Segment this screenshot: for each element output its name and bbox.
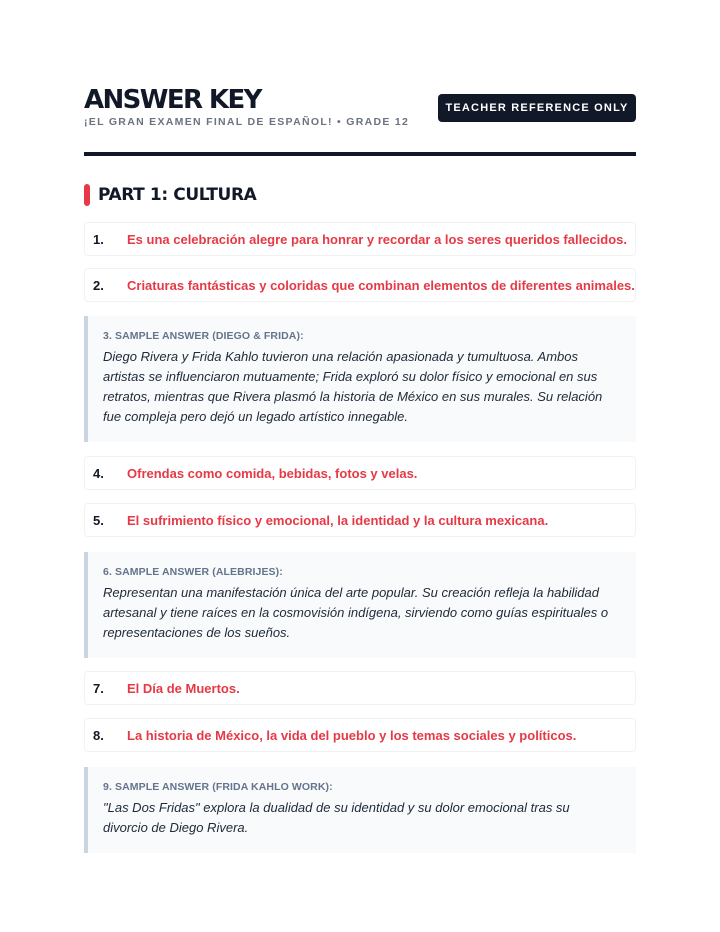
answer-text: Es una celebración alegre para honrar y recordar a los seres queridos fallecidos. bbox=[127, 231, 627, 247]
answer-number: 5. bbox=[93, 512, 104, 528]
answer-text: Ofrendas como comida, bebidas, fotos y velas. bbox=[127, 465, 418, 481]
page-title: ANSWER KEY bbox=[84, 85, 261, 115]
answer-number: 1. bbox=[93, 231, 104, 247]
header bbox=[84, 86, 636, 146]
header-divider bbox=[84, 152, 636, 156]
answer-2 bbox=[84, 268, 636, 302]
section-title: PART 1: CULTURA bbox=[98, 185, 257, 205]
sample-answer-text: Diego Rivera y Frida Kahlo tuvieron una relación apasionada y tumultuosa. Ambos artistas se influenciaron mutuamente; Frida exploró su dolor físico y emocional en sus retratos, mientras que Rivera plasmó la historia de México en sus murales. Su relación fue compleja pero dejó un legado artístico innegable. bbox=[103, 349, 603, 424]
sample-answer-label: 3. SAMPLE ANSWER (DIEGO & FRIDA): bbox=[103, 330, 304, 342]
sample-answer-9 bbox=[84, 767, 636, 853]
teacher-reference-badge: TEACHER REFERENCE ONLY bbox=[438, 94, 636, 122]
section-heading bbox=[84, 184, 256, 206]
answer-number: 2. bbox=[93, 277, 104, 293]
sample-answer-6 bbox=[84, 552, 636, 658]
answer-1 bbox=[84, 222, 636, 256]
answer-number: 7. bbox=[93, 680, 104, 696]
answer-number: 8. bbox=[93, 727, 104, 743]
sample-answer-label: 6. SAMPLE ANSWER (ALEBRIJES): bbox=[103, 566, 283, 578]
sample-answer-3 bbox=[84, 316, 636, 442]
answer-4 bbox=[84, 456, 636, 490]
sample-answer-label: 9. SAMPLE ANSWER (FRIDA KAHLO WORK): bbox=[103, 781, 333, 793]
answer-number: 4. bbox=[93, 465, 104, 481]
sample-answer-text: "Las Dos Fridas" explora la dualidad de su identidad y su dolor emocional tras su divorcio de Diego Rivera. bbox=[103, 800, 570, 835]
answer-7 bbox=[84, 671, 636, 705]
answer-5 bbox=[84, 503, 636, 537]
answer-text: El Día de Muertos. bbox=[127, 680, 240, 696]
answer-text: Criaturas fantásticas y coloridas que combinan elementos de diferentes animales. bbox=[127, 277, 635, 293]
answer-8 bbox=[84, 718, 636, 752]
answer-text: El sufrimiento físico y emocional, la identidad y la cultura mexicana. bbox=[127, 512, 549, 528]
sample-answer-text: Representan una manifestación única del arte popular. Su creación refleja la habilidad artesanal y tiene raíces en la cosmovisión indígena, sirviendo como guías espirituales o representaciones de los sueños. bbox=[103, 585, 609, 640]
answer-text: La historia de México, la vida del pueblo y los temas sociales y políticos. bbox=[127, 727, 577, 743]
page-subtitle: ¡EL GRAN EXAMEN FINAL DE ESPAÑOL! • GRADE 12 bbox=[84, 116, 410, 128]
section-accent-bar bbox=[84, 184, 90, 206]
